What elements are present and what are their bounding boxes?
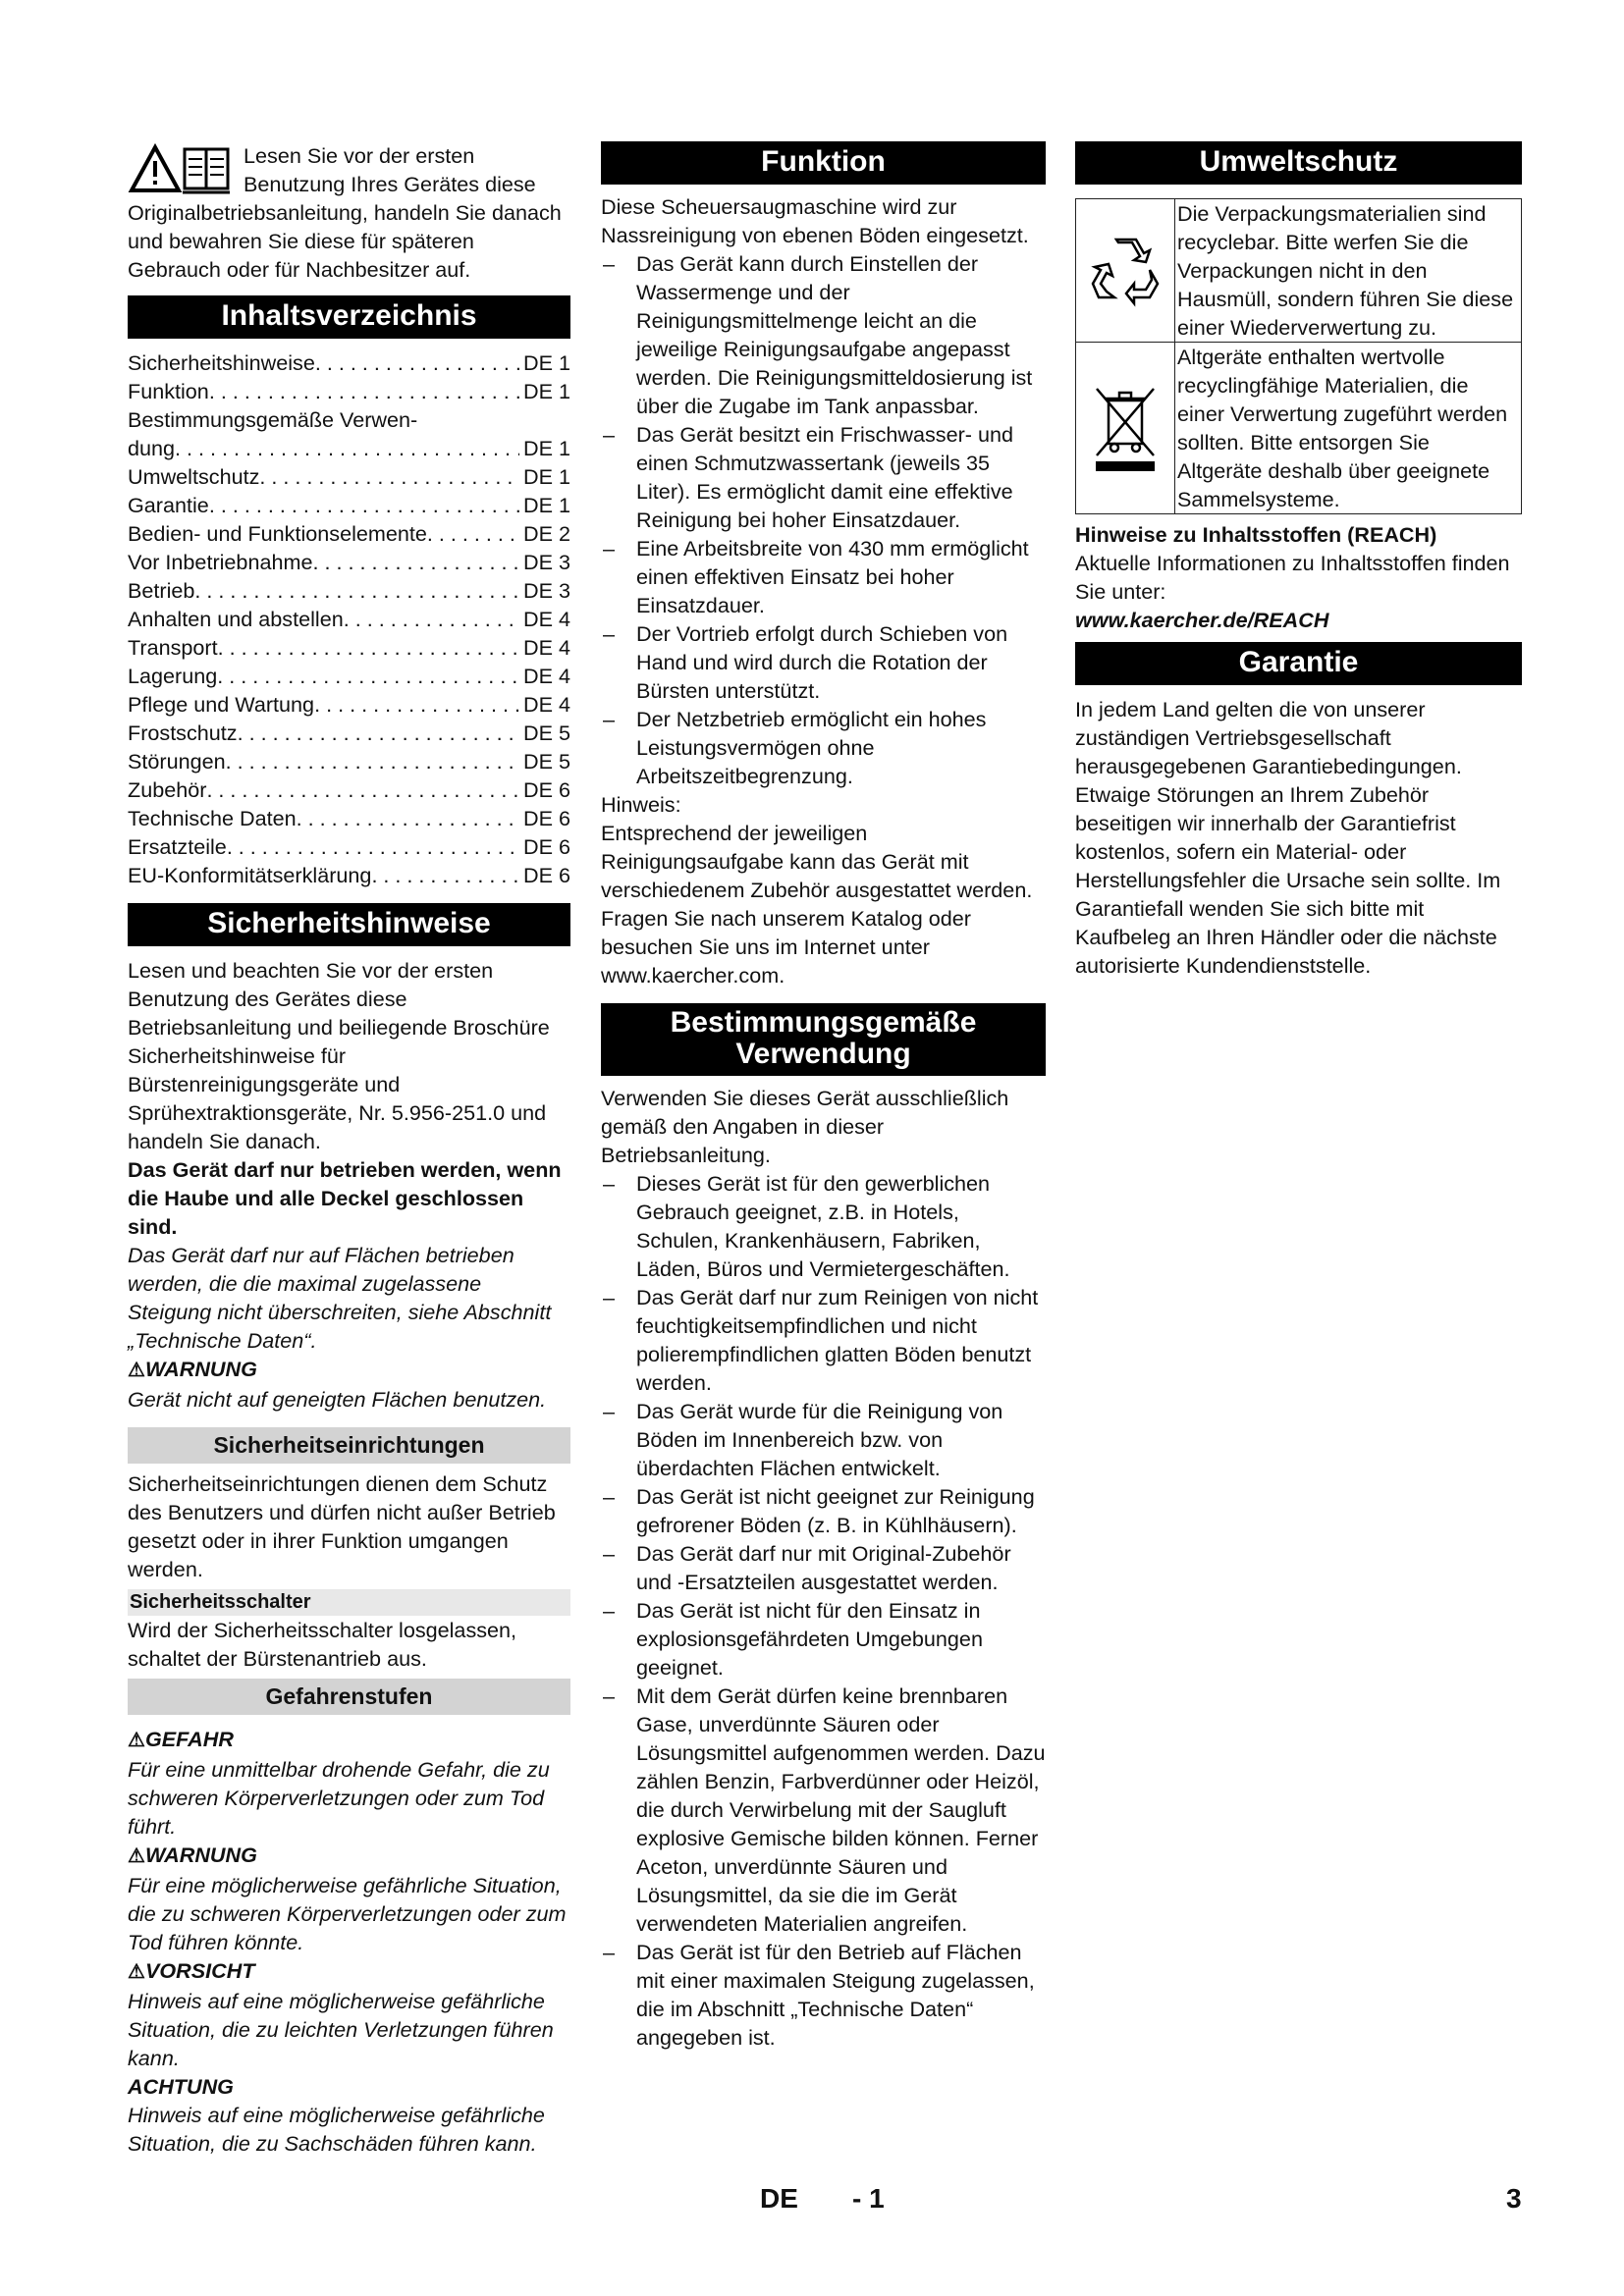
safety-intro: Lesen und beachten Sie vor der ersten Benutzung des Gerätes diese Betriebsanleitung und beiliegende Broschüre Sicherheitshinweise für Bürstenreinigungsgeräte und Sprühextraktionsgeräte, Nr. 5.956-251.0 und handeln Sie danach. [128,958,550,1153]
toc-entry-label: Funktion [128,379,209,403]
list-item: – Das Gerät darf nur zum Reinigen von nicht feuchtigkeitsempfindlichen und nicht polierempfindlichen glatten Böden benutzt werden. [601,1283,1046,1397]
toc-entry-page: DE 1 [522,379,570,403]
environment-disposal-text: Altgeräte enthalten wertvolle recyclingfähige Materialien, die einer Verwertung zugeführt werden sollten. Bitte entsorgen Sie Altgeräte deshalb über geeignete Sammelsysteme. [1177,345,1508,511]
list-item: – Das Gerät besitzt ein Frischwasser- und einen Schmutzwassertank (jeweils 35 Liter). Es ermöglicht damit eine effektive Reinigung bei hoher Einsatzdauer. [601,420,1046,534]
toc-entry-page: DE 5 [522,749,570,774]
list-item: – Mit dem Gerät dürfen keine brennbaren Gase, unverdünnte Säuren oder Lösungsmittel aufgenommen werden. Dazu zählen Benzin, Farbverdünner oder Heizöl, die durch Verwirbelung mit der Saugluft explosive Gemische bilden können. Ferner Aceton, unverdünnte Säuren und Lösungsmittel, da sie die im Gerät verwendeten Materialien angreifen. [601,1682,1046,1938]
toc-leader-dots [238,719,519,747]
recycling-icon [1089,235,1162,307]
crossed-out-bin-icon [1091,383,1160,473]
intended-use-intro: Verwenden Sie dieses Gerät ausschließlich gemäß den Angaben in dieser Betriebsanleitung. [601,1086,1009,1167]
toc-entry [128,690,570,719]
toc-entry-label: Garantie [128,493,209,517]
list-item: – Dieses Gerät ist für den gewerblichen Gebrauch geeignet, z.B. in Hotels, Schulen, Krankenhäusern, Fabriken, Läden, Büros und Vermietergeschäften. [601,1169,1046,1283]
toc-entry-label: Pflege und Wartung [128,692,315,717]
warning-triangle-icon: ⚠ [128,1730,145,1751]
toc-entry-page: DE 1 [522,436,570,460]
toc-leader-dots [314,690,519,719]
notice-text: Hinweis auf eine möglicherweise gefährliche Situation, die zu Sachschäden führen kann. [128,2103,545,2156]
toc-leader-dots [209,377,519,405]
toc-entry-label: Anhalten und abstellen [128,607,344,631]
toc-heading: Inhaltsverzeichnis [128,295,570,339]
danger-text: Für eine unmittelbar drohende Gefahr, die zu schweren Körperverletzungen oder zum Tod führt. [128,1757,550,1839]
list-item: – Das Gerät ist für den Betrieb auf Flächen mit einer maximalen Steigung zugelassen, die im Abschnitt „Technische Daten“ angegeben ist. [601,1938,1046,2052]
toc-leader-dots [315,348,519,377]
toc-entry-page: DE 4 [522,635,570,660]
toc-entry [128,434,570,462]
list-item: – Das Gerät ist nicht für den Einsatz in explosionsgefährdeten Umgebungen geeignet. [601,1596,1046,1682]
safety-bold-note: Das Gerät darf nur betrieben werden, wenn die Haube und alle Deckel geschlossen sind. [128,1157,562,1239]
toc-entry-page: DE 5 [522,721,570,745]
toc-entry-label: Sicherheitshinweise [128,350,315,375]
intended-use-heading: Bestimmungsgemäße Verwendung [601,1003,1046,1076]
safety-devices-text: Sicherheitseinrichtungen dienen dem Schutz des Benutzers und dürfen nicht außer Betrieb gesetzt oder in ihrer Funktion umgangen werden. [128,1471,556,1581]
function-heading: Funktion [601,141,1046,185]
toc-entry [128,804,570,832]
caution-label: ⚠VORSICHT [128,1956,570,1987]
footer-section-number: - 1 [852,2183,885,2214]
toc-entry-label: Störungen [128,749,226,774]
intro-block [128,141,570,284]
function-note-text: Entsprechend der jeweiligen Reinigungsaufgabe kann das Gerät mit verschiedenem Zubehör ausgestattet werden. [601,821,1033,902]
warning-triangle-icon: ⚠ [128,1961,145,1983]
toc-entry-label: Bestimmungsgemäße Verwen- [128,407,418,432]
toc-entry-label: Bedien- und Funktionselemente [128,521,427,546]
toc-entry-label: Transport [128,635,218,660]
safety-switch-heading: Sicherheitsschalter [128,1589,570,1616]
toc-entry [128,491,570,519]
toc-entry-page: DE 6 [522,806,570,830]
toc-entry [128,747,570,775]
caution-text: Hinweis auf eine möglicherweise gefährliche Situation, die zu leichten Verletzungen führen kann. [128,1989,554,2070]
toc-leader-dots [259,462,519,491]
footer-page-number: 3 [1506,2183,1522,2214]
toc-leader-dots [344,605,519,633]
toc-leader-dots [227,832,519,861]
environment-row-disposal [1076,343,1521,513]
toc-entry-page: DE 1 [522,493,570,517]
toc-entry [128,719,570,747]
warranty-text: In jedem Land gelten die von unserer zuständigen Vertriebsgesellschaft herausgegebenen Garantiebedingungen. Etwaige Störungen an Ihrem Zubehör beseitigen wir innerhalb der Garantiefrist kostenlos, sofern ein Material- oder Herstellungsfehler die Ursache sein sollte. Im Garantiefall wenden Sie sich bitte mit Kaufbeleg an Ihren Händler oder die nächste autorisierte Kundendienststelle. [1075,697,1501,978]
toc-entry-label: Technische Daten [128,806,297,830]
toc-entry [128,832,570,861]
toc-entry [128,861,570,889]
list-item: – Das Gerät ist nicht geeignet zur Reinigung gefrorener Böden (z. B. in Kühlhäusern). [601,1482,1046,1539]
toc-entry-page: DE 4 [522,664,570,688]
toc-entry [128,605,570,633]
toc-leader-dots [312,548,519,576]
list-item: – Der Netzbetrieb ermöglicht ein hohes Leistungsvermögen ohne Arbeitszeitbegrenzung. [601,705,1046,790]
toc-entry [128,662,570,690]
list-item: – Eine Arbeitsbreite von 430 mm ermöglicht einen effektiven Einsatz bei hoher Einsatzdauer. [601,534,1046,619]
toc-entry-page: DE 4 [522,692,570,717]
toc-leader-dots [226,747,519,775]
notice-label: ACHTUNG [128,2074,234,2099]
toc-entry [128,462,570,491]
column-middle [601,141,1046,2052]
toc-entry-page: DE 1 [522,350,570,375]
reach-text: Aktuelle Informationen zu Inhaltsstoffen finden Sie unter: [1075,551,1510,604]
column-left [128,141,570,2158]
environment-row-packaging [1076,199,1521,343]
list-item: – Das Gerät kann durch Einstellen der Wassermenge und der Reinigungsmittelmenge leicht an die jeweilige Reinigungsaufgabe angepasst werden. Die Reinigungsmitteldosierung ist über die Zugabe im Tank anpassbar. [601,249,1046,420]
environment-packaging-text: Die Verpackungsmaterialien sind recyclebar. Bitte werfen Sie die Verpackungen nicht in den Hausmüll, sondern führen Sie diese einer Wiederverwertung zu. [1177,201,1514,340]
toc-entry-page: DE 6 [522,834,570,859]
toc-leader-dots [209,491,519,519]
toc-entry-label: dung [128,436,176,460]
toc-entry [128,576,570,605]
function-note-label: Hinweis: [601,792,681,817]
toc-list [128,348,570,889]
toc-entry-label: Frostschutz [128,721,238,745]
warning-triangle-icon: ⚠ [128,1360,145,1381]
toc-entry-page: DE 1 [522,464,570,489]
toc-entry-page: DE 3 [522,578,570,603]
toc-entry-page: DE 2 [522,521,570,546]
safety-slope-note: Das Gerät darf nur auf Flächen betrieben werden, die die maximal zugelassene Steigung nicht überschreiten, siehe Abschnitt „Technische Daten“. [128,1243,552,1353]
warning-triangle-icon: ⚠ [128,1845,145,1867]
toc-entry-page: DE 6 [522,777,570,802]
toc-entry [128,377,570,405]
warning-label: ⚠WARNUNG [128,1841,570,1871]
toc-entry [128,548,570,576]
toc-entry-label: Zubehör [128,777,207,802]
toc-entry-page: DE 6 [522,863,570,887]
toc-entry [128,405,570,434]
toc-entry [128,519,570,548]
toc-leader-dots [371,861,519,889]
safety-warning-label: ⚠WARNUNG [128,1355,570,1385]
environment-table [1075,198,1522,514]
toc-entry-label: Ersatzteile [128,834,227,859]
function-catalog-text: Fragen Sie nach unserem Katalog oder besuchen Sie uns im Internet unter www.kaercher.com. [601,906,971,988]
list-item: – Das Gerät darf nur mit Original-Zubehör und -Ersatzteilen ausgestattet werden. [601,1539,1046,1596]
toc-leader-dots [206,775,519,804]
toc-entry-label: EU-Konformitätserklärung [128,863,372,887]
safety-switch-text: Wird der Sicherheitsschalter losgelassen, schaltet der Bürstenantrieb aus. [128,1618,517,1671]
reach-heading: Hinweise zu Inhaltsstoffen (REACH) [1075,522,1437,547]
toc-entry-label: Umweltschutz [128,464,260,489]
toc-leader-dots [218,633,519,662]
danger-levels-heading: Gefahrenstufen [128,1679,570,1715]
footer-language: DE [760,2183,798,2214]
toc-entry [128,348,570,377]
reach-link[interactable]: www.kaercher.de/REACH [1075,608,1329,632]
list-item: – Der Vortrieb erfolgt durch Schieben von Hand und wird durch die Rotation der Bürsten unterstützt. [601,619,1046,705]
intro-text: Lesen Sie vor der ersten Benutzung Ihres Gerätes diese Originalbetriebsanleitung, handeln Sie danach und bewahren Sie diese für späteren Gebrauch oder für Nachbesitzer auf. [128,143,562,282]
column-right [1075,141,1522,980]
toc-entry [128,775,570,804]
warning-text: Für eine möglicherweise gefährliche Situation, die zu schweren Körperverletzungen oder zum Tod führen könnte. [128,1873,567,1954]
function-intro: Diese Scheuersaugmaschine wird zur Nassreinigung von ebenen Böden eingesetzt. [601,194,1029,247]
toc-entry-page: DE 4 [522,607,570,631]
safety-warning-text: Gerät nicht auf geneigten Flächen benutzen. [128,1387,547,1412]
toc-leader-dots [175,434,519,462]
toc-leader-dots [297,804,519,832]
toc-entry-page: DE 3 [522,550,570,574]
toc-entry-label: Betrieb [128,578,195,603]
toc-leader-dots [217,662,519,690]
function-list [601,249,1046,790]
safety-heading: Sicherheitshinweise [128,903,570,946]
safety-devices-heading: Sicherheitseinrichtungen [128,1427,570,1464]
warning-book-icon [128,141,238,196]
toc-entry-label: Vor Inbetriebnahme [128,550,313,574]
toc-leader-dots [427,519,519,548]
toc-leader-dots [194,576,519,605]
intended-use-list [601,1169,1046,2052]
toc-entry-label: Lagerung [128,664,218,688]
toc-entry [128,633,570,662]
warranty-heading: Garantie [1075,642,1522,685]
list-item: – Das Gerät wurde für die Reinigung von Böden im Innenbereich bzw. von überdachten Flächen entwickelt. [601,1397,1046,1482]
danger-label: ⚠GEFAHR [128,1725,570,1755]
environment-heading: Umweltschutz [1075,141,1522,185]
